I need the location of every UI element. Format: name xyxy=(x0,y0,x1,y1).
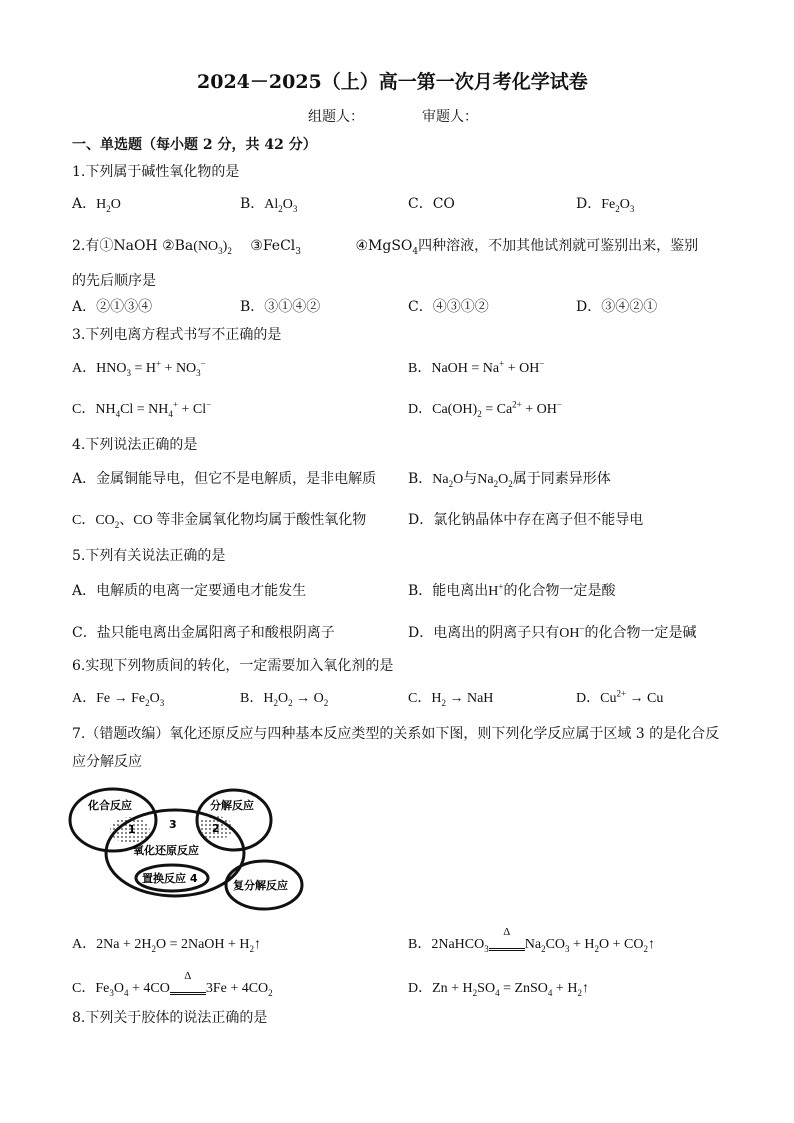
q5-option-a: A．电解质的电离一定要通电才能发生 xyxy=(72,583,307,599)
q2-option-b: B．③①④② xyxy=(240,299,321,315)
q5-option-d: D．电离出的阴离子只有OH−的化合物一定是碱 xyxy=(408,623,697,641)
q6-stem: 6.实现下列物质间的转化，一定需要加入氧化剂的是 xyxy=(72,658,394,674)
label-displacement: 置换反应 4 xyxy=(142,872,198,885)
q4-option-c: C．$CO_2$、CO 等非金属氧化物均属于酸性氧化物 xyxy=(72,512,367,530)
q7-stem: 7.（错题改编）氧化还原反应与四种基本反应类型的关系如下图，则下列化学反应属于区域 3 的是化合反 xyxy=(72,726,720,742)
maker-label: 组题人： xyxy=(308,109,364,125)
q7-stem-cont: 应分解反应 xyxy=(72,754,142,770)
q2-option-d: D．③④②① xyxy=(576,299,658,315)
q1-option-a: A．$H_2O$ xyxy=(72,196,121,214)
q3-option-c: C．$NH_4Cl = NH_4^+ + Cl^-$ xyxy=(72,399,212,419)
label-double: 复分解反应 xyxy=(233,879,288,892)
label-region-3: 3 xyxy=(169,818,177,831)
q3-option-a: A．$HNO_3 = H^+ + NO_3^-$ xyxy=(72,358,206,378)
label-region-2: 2 xyxy=(212,822,220,835)
q4-option-d: D．氯化钠晶体中存在离子但不能导电 xyxy=(408,512,644,528)
q6-option-a: A．$Fe \to Fe_2O_3$ xyxy=(72,691,165,708)
q7-option-b: B．2NaHCO$_3$ Δ $Na_2CO_3 + H_2O$ + $CO_2↑$ xyxy=(408,926,655,954)
q4-option-b: B．$Na_2O$与$Na_2O_2$属于同素异形体 xyxy=(408,471,611,489)
q5-option-c: C．盐只能电离出金属阳离子和酸根阴离子 xyxy=(72,625,335,641)
q3-option-d: D．$Ca(OH)_2 = Ca^{2+} + OH^-$ xyxy=(408,399,562,419)
q6-option-d: D．$Cu^{2+} \to Cu$ xyxy=(576,688,664,706)
q1-stem: 1.下列属于碱性氧化物的是 xyxy=(72,164,240,180)
q5-stem: 5.下列有关说法正确的是 xyxy=(72,548,226,564)
q2-option-a: A．②①③④ xyxy=(72,299,153,315)
reviewer-label: 审题人： xyxy=(422,109,478,125)
q8-stem: 8.下列关于胶体的说法正确的是 xyxy=(72,1010,268,1026)
q3-stem: 3.下列电离方程式书写不正确的是 xyxy=(72,327,282,343)
q4-stem: 4.下列说法正确的是 xyxy=(72,437,198,453)
q3-option-b: B．NaOH = Na+ + OH− xyxy=(408,358,545,376)
label-decomposition: 分解反应 xyxy=(210,799,254,812)
q1-option-b: B．$Al_2O_3$ xyxy=(240,196,298,214)
q7-option-a: A．$2Na + 2H_2O$ = 2NaOH + $H_2↑$ xyxy=(72,937,262,954)
label-redox: 氧化还原反应 xyxy=(133,844,199,857)
q1-option-d: D．$Fe_2O_3$ xyxy=(576,196,635,214)
q1-option-c: C．CO xyxy=(408,196,455,212)
q6-option-b: B．$H_2O_2 \to O_2$ xyxy=(240,691,329,708)
q2-stem-cont: 的先后顺序是 xyxy=(72,273,156,289)
page-title: 2024－2025（上）高一第一次月考化学试卷 xyxy=(197,71,588,93)
reaction-venn-diagram xyxy=(68,783,308,913)
q7-option-c: C．$Fe_3O_4 + 4CO$ Δ $3Fe + 4CO_2$ xyxy=(72,970,273,998)
q2-stem: 2.有①NaOH $②Ba(NO_3)_2$ ③FeCl$_3$ ④MgSO$_4$四种溶液，不加其他试剂就可鉴别出来，鉴别 xyxy=(72,238,699,257)
q4-option-a: A．金属铜能导电，但它不是电解质，是非电解质 xyxy=(72,471,377,487)
label-region-1: 1 xyxy=(128,823,136,836)
q5-option-b: B．能电离出H+的化合物一定是酸 xyxy=(408,581,616,599)
section-heading: 一、单选题（每小题 2 分，共 42 分） xyxy=(72,137,317,153)
q6-option-c: C．$H_2$ → NaH xyxy=(408,691,494,708)
label-combination: 化合反应 xyxy=(88,799,132,812)
q2-option-c: C．④③①② xyxy=(408,299,489,315)
q7-option-d: D．$Zn + H_2SO_4$ = ZnSO$_4$ + $H_2↑$ xyxy=(408,981,589,998)
